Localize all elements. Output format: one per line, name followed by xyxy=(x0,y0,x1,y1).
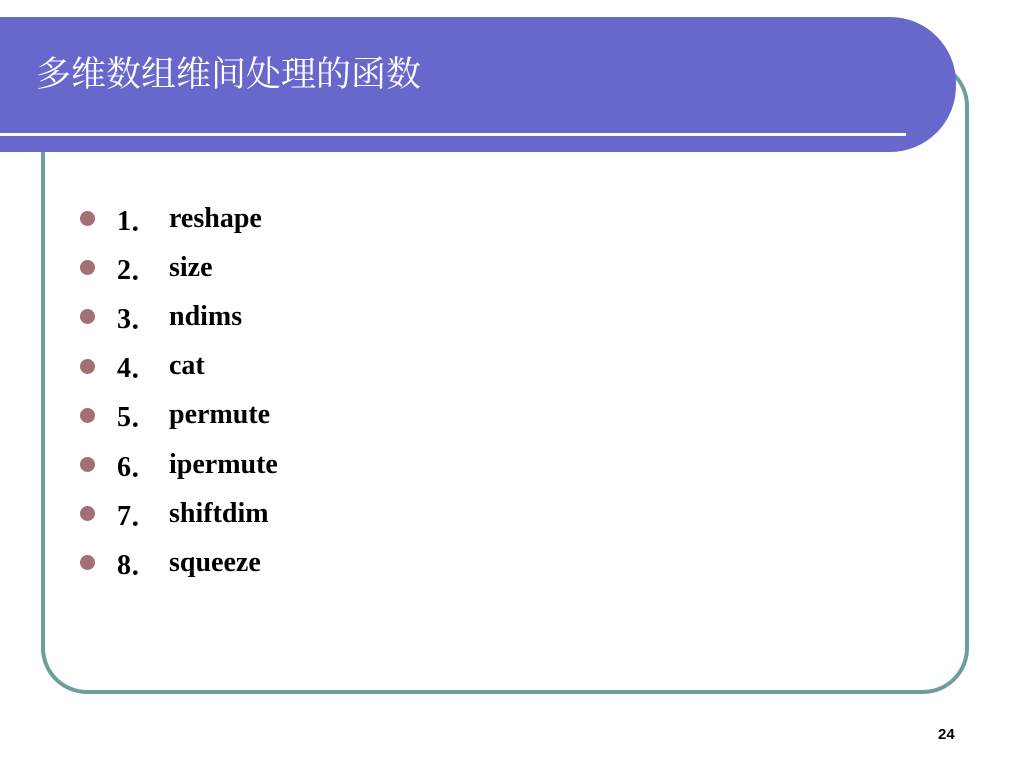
slide-title: 多维数组维间处理的函数 xyxy=(36,55,422,95)
list-item xyxy=(80,391,278,440)
bullet-dot-icon xyxy=(80,457,95,472)
list-item xyxy=(80,538,278,587)
item-function-name: ndims xyxy=(169,300,243,332)
list-item xyxy=(80,292,278,341)
bullet-dot-icon xyxy=(80,359,95,374)
item-function-name: cat xyxy=(169,350,205,382)
item-number: 8． xyxy=(117,549,160,581)
title-underline xyxy=(0,133,906,136)
bullet-dot-icon xyxy=(80,211,95,226)
bullet-dot-icon xyxy=(80,309,95,324)
item-number: 3． xyxy=(117,303,160,335)
item-number: 2． xyxy=(117,254,160,286)
item-number: 1． xyxy=(117,205,160,237)
bullet-dot-icon xyxy=(80,408,95,423)
item-function-name: reshape xyxy=(169,202,262,234)
item-number: 7． xyxy=(117,500,160,532)
page-number: 24 xyxy=(938,726,955,743)
list-item xyxy=(80,440,278,489)
list-item xyxy=(80,342,278,391)
list-item xyxy=(80,194,278,243)
item-function-name: permute xyxy=(169,399,271,431)
item-function-name: size xyxy=(169,251,213,283)
list-item xyxy=(80,243,278,292)
list-item xyxy=(80,489,278,538)
item-function-name: shiftdim xyxy=(169,497,269,529)
bullet-dot-icon xyxy=(80,555,95,570)
item-function-name: ipermute xyxy=(169,448,278,480)
item-number: 4． xyxy=(117,353,160,385)
bullet-dot-icon xyxy=(80,506,95,521)
item-function-name: squeeze xyxy=(169,546,261,578)
bullet-dot-icon xyxy=(80,260,95,275)
function-list xyxy=(80,194,278,588)
item-number: 6． xyxy=(117,451,160,483)
item-number: 5． xyxy=(117,402,160,434)
